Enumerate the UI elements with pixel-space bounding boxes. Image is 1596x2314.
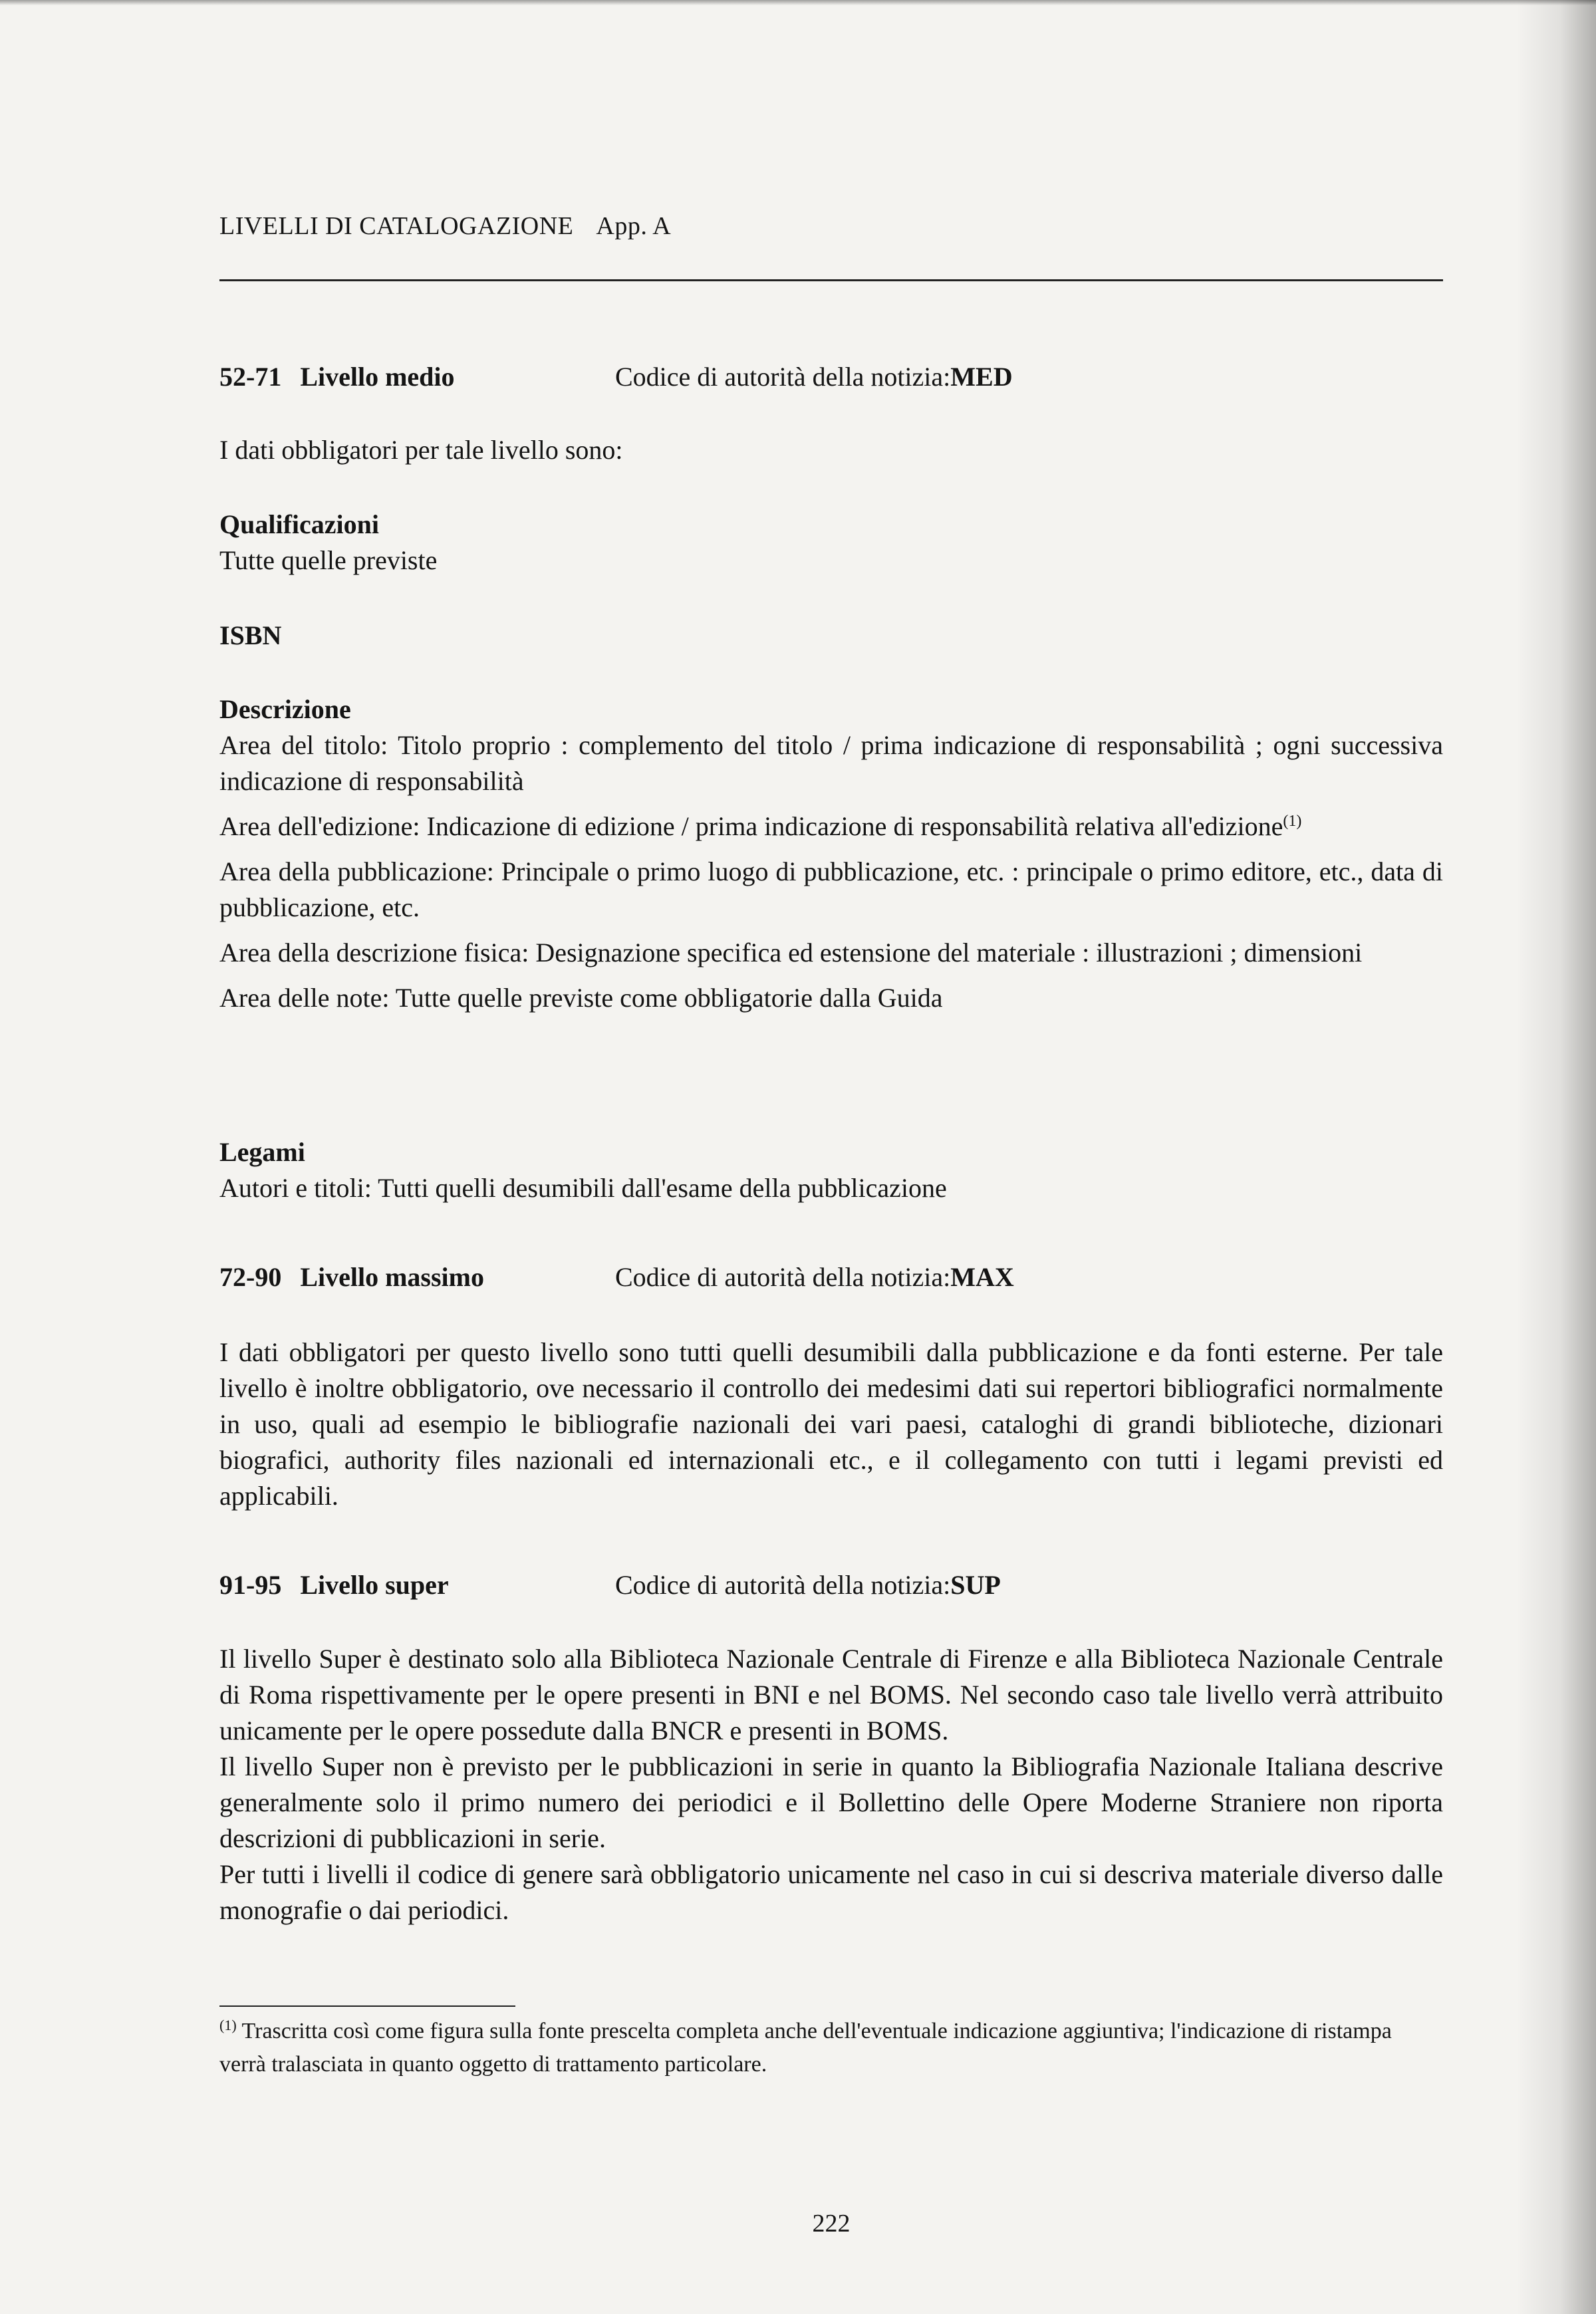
section-max-text: I dati obbligatori per questo livello sono tutti quelli desumibili dalla pubblicazione e da fonti esterne. Per tale livello è inoltre obbligatorio, ove necessario il controllo dei medesimi dati sui repertori bibliografici normalmente in uso, quali ad esempio le bibliografie nazionali dei vari paesi, cataloghi di grandi biblioteche, dizionari biografici, authority files nazionali ed internazionali etc., e il collegamento con tutti i legami previsti ed applicabili. <box>219 1337 1443 1511</box>
section-sup-heading <box>219 1567 1443 1603</box>
area-pubblicazione: Area della pubblicazione: Principale o primo luogo di pubblicazione, etc. : principale o primo editore, etc., data di pubblicazione, etc. <box>219 856 1443 922</box>
section-sup-code-line <box>615 1567 1001 1603</box>
area-descrizione-fisica: Area della descrizione fisica: Designazione specifica ed estensione del materiale : illustrazioni ; dimensioni <box>219 938 1363 967</box>
section-sup-level: Livello super <box>300 1570 449 1600</box>
section-sup-number: 91-95 <box>219 1570 282 1600</box>
section-sup-code: SUP <box>950 1570 1001 1600</box>
header-rule <box>219 279 1443 281</box>
section-max-heading <box>219 1259 1443 1295</box>
page-top-edge <box>0 0 1596 5</box>
legami-text: Autori e titoli: Tutti quelli desumibili dall'esame della pubblicazione <box>219 1173 947 1203</box>
section-med-level: Livello medio <box>300 362 455 392</box>
section-sup-paragraph-3: Per tutti i livelli il codice di genere sarà obbligatorio unicamente nel caso in cui si descriva materiale diverso dalle monografie o dai periodici. <box>219 1859 1443 1925</box>
running-head-appendix: App. A <box>596 212 672 240</box>
section-med-heading <box>219 359 1443 395</box>
footnote-rule <box>219 2005 515 2007</box>
running-head <box>219 211 671 241</box>
area-note: Area delle note: Tutte quelle previste come obbligatorie dalla Guida <box>219 983 943 1013</box>
area-titolo: Area del titolo: Titolo proprio : complemento del titolo / prima indicazione di responsabilità ; ogni successiva indicazione di responsabilità <box>219 730 1443 796</box>
section-max-level: Livello massimo <box>300 1262 484 1292</box>
page-binding-shadow <box>1516 0 1596 2314</box>
legami-block <box>219 1134 1443 1206</box>
page-number: 222 <box>812 2210 851 2238</box>
descrizione-block <box>219 692 1443 1025</box>
section-max-code-label: Codice di autorità della notizia: <box>615 1262 951 1292</box>
section-max-code: MAX <box>950 1262 1014 1292</box>
section-sup-text <box>219 1641 1443 1928</box>
footnote <box>219 2015 1443 2081</box>
area-edizione-text: Area dell'edizione: Indicazione di edizione / prima indicazione di responsabilità relativa all'edizione <box>219 811 1283 841</box>
section-sup-code-label: Codice di autorità della notizia: <box>615 1570 951 1600</box>
qualificazioni-block <box>219 507 1443 578</box>
descrizione-heading: Descrizione <box>219 694 351 724</box>
section-med-number: 52-71 <box>219 362 282 392</box>
section-sup-paragraph-2: Il livello Super non è previsto per le pubblicazioni in serie in quanto la Bibliografia Nazionale Italiana descrive generalmente solo il primo numero dei periodici e il Bollettino delle Opere Moderne Straniere non riporta descrizioni di pubblicazioni in serie. <box>219 1751 1443 1853</box>
footnote-text: Trascritta così come figura sulla fonte prescelta completa anche dell'eventuale indicazione aggiuntiva; l'indicazione di ristampa verrà tralasciata in quanto oggetto di trattamento particolare. <box>219 2019 1392 2077</box>
footnote-marker: (1) <box>219 2017 237 2033</box>
section-max-code-line <box>615 1259 1014 1295</box>
section-med-intro: I dati obbligatori per tale livello sono: <box>219 435 623 465</box>
section-med-code: MED <box>950 362 1013 392</box>
qualificazioni-text: Tutte quelle previste <box>219 545 438 575</box>
area-edizione <box>219 809 1443 844</box>
section-sup-paragraph-1: Il livello Super è destinato solo alla Biblioteca Nazionale Centrale di Firenze e alla Biblioteca Nazionale Centrale di Roma rispettivamente per le opere presenti in BNI e nel BOMS. Nel secondo caso tale livello verrà attribuito unicamente per le opere possedute dalla BNCR e presenti in BOMS. <box>219 1644 1443 1745</box>
section-med-code-label: Codice di autorità della notizia: <box>615 362 951 392</box>
section-med-code-line <box>615 359 1013 395</box>
section-max-number: 72-90 <box>219 1262 282 1292</box>
qualificazioni-heading: Qualificazioni <box>219 509 379 539</box>
isbn-heading: ISBN <box>219 620 282 650</box>
area-edizione-footnote-ref: (1) <box>1283 813 1302 830</box>
running-head-title: LIVELLI DI CATALOGAZIONE <box>219 212 574 240</box>
legami-heading: Legami <box>219 1137 305 1167</box>
